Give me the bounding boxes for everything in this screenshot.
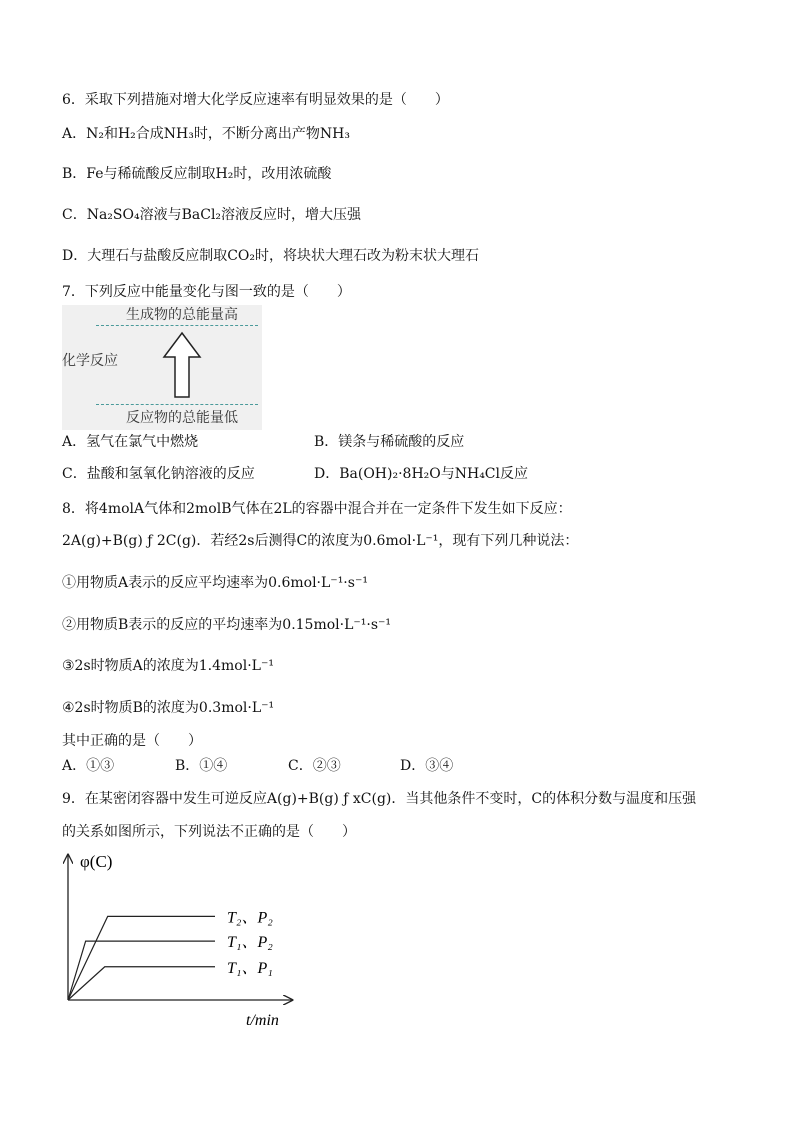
energy-bottom-dashline: [96, 404, 258, 405]
y-axis-label: φ(C): [80, 852, 113, 871]
up-arrow-icon: [162, 331, 202, 401]
q8-statement-2: ②用物质B表示的反应的平均速率为0.15mol·L⁻¹·s⁻¹: [62, 617, 392, 633]
q8-option-b[interactable]: B．①④: [175, 758, 228, 774]
q8-option-a[interactable]: A．①③: [62, 758, 115, 774]
q7-option-b[interactable]: B．镁条与稀硫酸的反应: [314, 434, 465, 450]
q7-option-d[interactable]: D．Ba(OH)₂·8H₂O与NH₄Cl反应: [314, 466, 528, 482]
energy-diagram: [62, 305, 262, 430]
series-label-3: T₁、P₁: [227, 959, 273, 977]
q6-option-c[interactable]: C．Na₂SO₄溶液与BaCl₂溶液反应时，增大压强: [62, 207, 362, 223]
q9-stem-line2: 的关系如图所示，下列说法不正确的是（ ）: [62, 824, 356, 840]
q6-option-d[interactable]: D．大理石与盐酸反应制取CO₂时，将块状大理石改为粉末状大理石: [62, 248, 480, 264]
series-line-2: [68, 941, 215, 1000]
q6-option-b[interactable]: B．Fe与稀硫酸反应制取H₂时，改用浓硫酸: [62, 166, 332, 182]
x-axis-label: t/min: [246, 1012, 279, 1029]
q7-option-c[interactable]: C．盐酸和氢氧化钠溶液的反应: [62, 466, 255, 482]
q9-chart: [50, 845, 310, 1035]
series-line-3: [68, 967, 215, 1000]
q8-question: 其中正确的是（ ）: [62, 733, 202, 749]
q8-statement-3: ③2s时物质A的浓度为1.4mol·L⁻¹: [62, 658, 274, 674]
series-line-1: [68, 916, 215, 1000]
q8-option-d[interactable]: D．③④: [400, 758, 454, 774]
q7-option-a[interactable]: A．氢气在氯气中燃烧: [62, 434, 199, 450]
energy-top-label: 生成物的总能量高: [126, 307, 238, 323]
q8-statement-1: ①用物质A表示的反应平均速率为0.6mol·L⁻¹·s⁻¹: [62, 575, 368, 591]
q8-option-c[interactable]: C．②③: [288, 758, 341, 774]
q9-stem-line1: 9．在某密闭容器中发生可逆反应A(g)+B(g) ƒ xC(g)．当其他条件不变时，C的体积分数与温度和压强: [62, 791, 697, 807]
series-label-2: T₁、P₂: [227, 934, 273, 952]
series-label-1: T₂、P₂: [227, 909, 273, 927]
q6-option-a[interactable]: A．N₂和H₂合成NH₃时，不断分离出产物NH₃: [62, 126, 350, 142]
q8-statement-4: ④2s时物质B的浓度为0.3mol·L⁻¹: [62, 700, 275, 716]
energy-top-dashline: [96, 325, 258, 326]
energy-left-label: 化学反应: [62, 353, 118, 369]
energy-bottom-label: 反应物的总能量低: [126, 410, 238, 426]
q6-stem: 6．采取下列措施对增大化学反应速率有明显效果的是（ ）: [62, 92, 449, 108]
q8-stem-line2: 2A(g)+B(g) ƒ 2C(g)．若经2s后测得C的浓度为0.6mol·L⁻¹，现有下列几种说法：: [62, 533, 579, 549]
q7-stem: 7．下列反应中能量变化与图一致的是（ ）: [62, 284, 351, 300]
q8-stem-line1: 8．将4molA气体和2molB气体在2L的容器中混合并在一定条件下发生如下反应：: [62, 501, 572, 517]
